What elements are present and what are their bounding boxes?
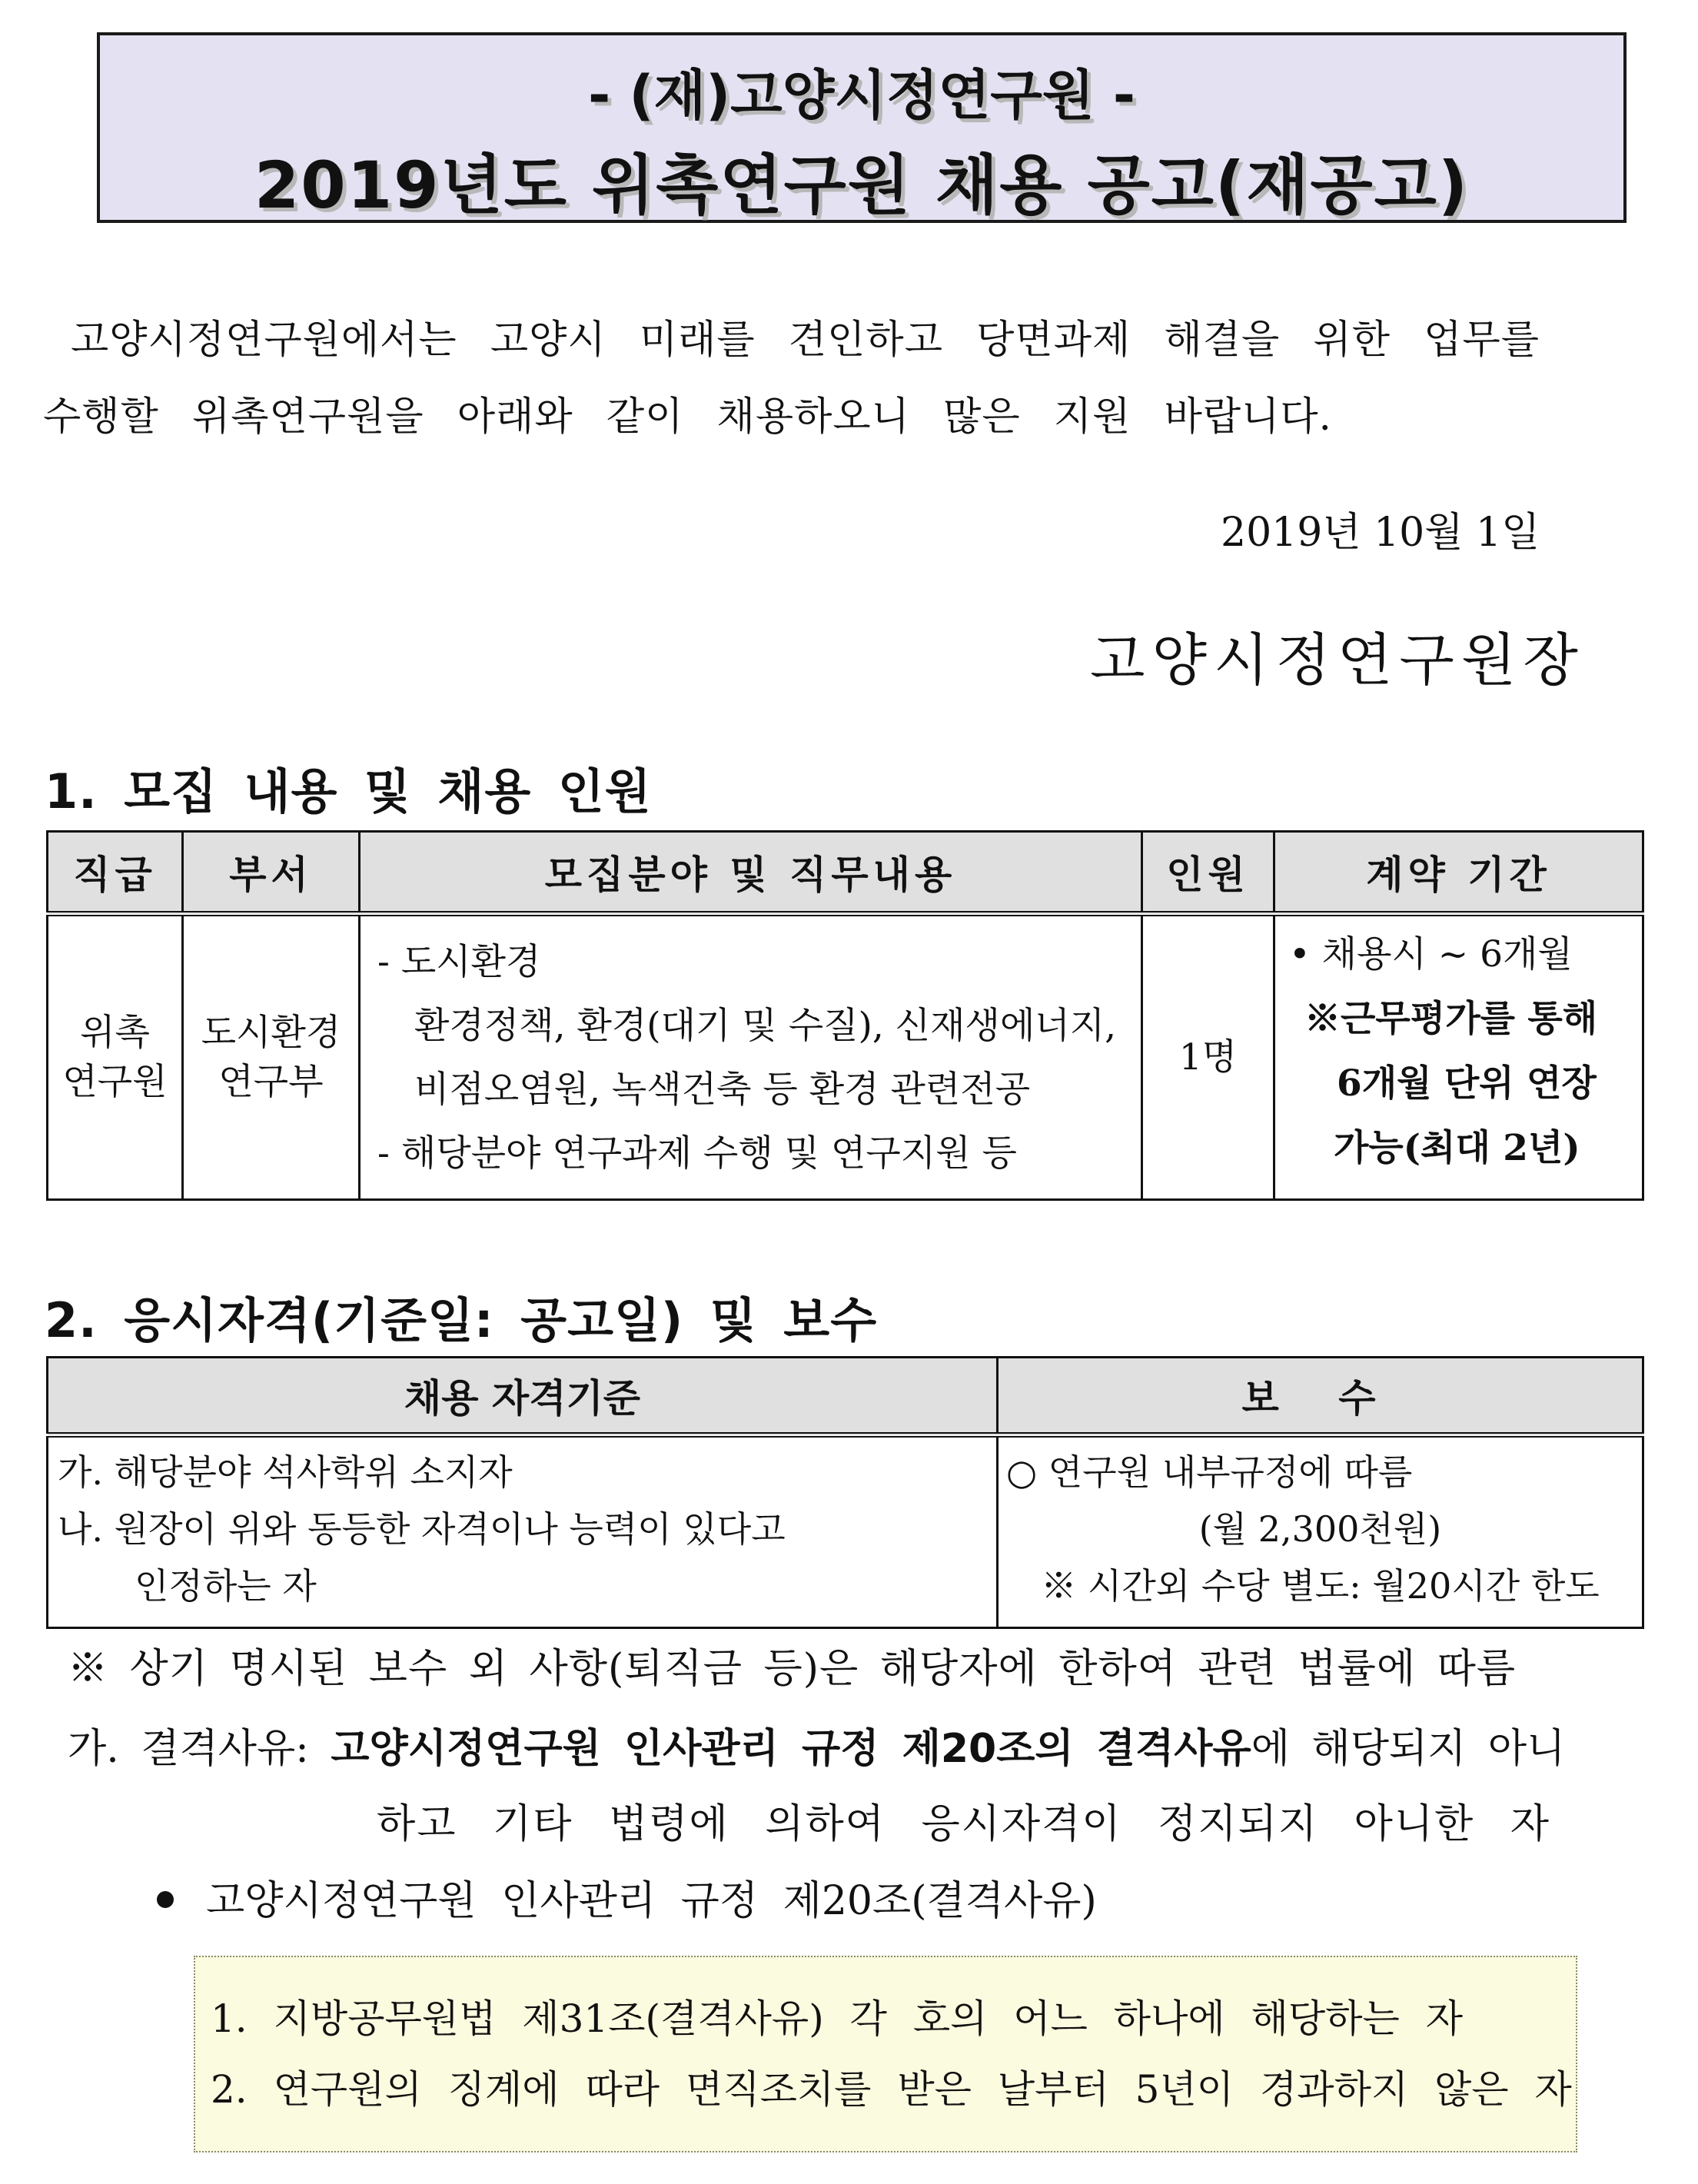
qualification-line-3: 인정하는 자 xyxy=(135,1565,317,1607)
qualification-line-2: 나. 원장이 위와 동등한 자격이나 능력이 있다고 xyxy=(58,1508,786,1550)
qualification-line-1: 가. 해당분야 석사학위 소지자 xyxy=(58,1451,513,1493)
duty-line-3: 비점오염원, 녹색건축 등 환경 관련전공 xyxy=(414,1068,1031,1111)
cell-headcount: 1명 xyxy=(1142,914,1274,1200)
cell-qualifications xyxy=(48,1435,998,1628)
pay-note: ※ 상기 명시된 보수 외 사항(퇴직금 등)은 해당자에 한하여 관련 법률에 따름 xyxy=(68,1646,1517,1692)
header-duties: 모집분야 및 직무내용 xyxy=(360,832,1142,914)
intro-line-1: 고양시정연구원에서는 고양시 미래를 견인하고 당면과제 해결을 위한 업무를 xyxy=(71,317,1540,363)
department-line-1: 도시환경 xyxy=(201,1011,341,1054)
regulation-reference: 고양시정연구원 인사관리 규정 제20조(결격사유) xyxy=(206,1878,1097,1924)
pay-line-2: (월 2,300천원) xyxy=(1198,1508,1442,1550)
section-1-heading: 1. 모집 내용 및 채용 인원 xyxy=(45,763,652,819)
intro-line-2: 수행할 위촉연구원을 아래와 같이 채용하오니 많은 지원 바랍니다. xyxy=(43,394,1332,440)
pay-line-3: ※ 시간외 수당 별도: 월20시간 한도 xyxy=(1041,1565,1600,1607)
header-headcount: 인원 xyxy=(1142,832,1274,914)
cell-duties xyxy=(360,914,1142,1200)
department-line-2: 연구부 xyxy=(218,1060,324,1103)
header-contract-period: 계약 기간 xyxy=(1274,832,1643,914)
page-title: 2019년도 위촉연구원 채용 공고(재공고) xyxy=(254,148,1470,223)
cell-pay xyxy=(998,1435,1643,1628)
regulation-item-2: 2. 연구원의 징계에 따라 면직조치를 받은 날부터 5년이 경과하지 않은 자 xyxy=(211,2067,1572,2112)
announcement-date: 2019년 10월 1일 xyxy=(1221,510,1540,556)
recruitment-table xyxy=(46,830,1644,1201)
contract-line-2: ※근무평가를 통해 xyxy=(1304,998,1598,1040)
organization-title: - (재)고양시정연구원 - xyxy=(588,64,1135,127)
table-row xyxy=(48,914,1643,1200)
table-header-row xyxy=(48,832,1643,914)
rank-line-2: 연구원 xyxy=(62,1060,168,1103)
contract-line-1: • 채용시 ~ 6개월 xyxy=(1289,933,1573,976)
cell-contract-period xyxy=(1274,914,1643,1200)
duty-line-2: 환경정책, 환경(대기 및 수질), 신재생에너지, xyxy=(414,1004,1117,1047)
disqualification-line-2: 하고 기타 법령에 의하여 응시자격이 정지되지 아니한 자 xyxy=(377,1801,1551,1847)
header-qualifications: 채용 자격기준 xyxy=(48,1358,998,1435)
cell-rank xyxy=(48,914,183,1200)
table-row xyxy=(48,1435,1643,1628)
regulation-box xyxy=(194,1956,1577,2152)
header-department: 부서 xyxy=(183,832,360,914)
contract-line-4: 가능(최대 2년) xyxy=(1334,1127,1580,1169)
duty-line-4: - 해당분야 연구과제 수행 및 연구지원 등 xyxy=(377,1132,1017,1175)
duty-line-1: - 도시환경 xyxy=(377,940,541,983)
section-2-heading: 2. 응시자격(기준일: 공고일) 및 보수 xyxy=(45,1292,878,1348)
contract-line-3: 6개월 단위 연장 xyxy=(1337,1062,1597,1105)
regulation-item-1: 1. 지방공무원법 제31조(결격사유) 각 호의 어느 하나에 해당하는 자 xyxy=(211,1996,1463,2041)
disqualification-suffix: 에 해당되지 아니 xyxy=(1251,1726,1566,1772)
qualification-table xyxy=(46,1356,1644,1629)
pay-line-1: ○ 연구원 내부규정에 따름 xyxy=(1006,1451,1413,1493)
disqualification-prefix: 가. 결격사유: xyxy=(68,1726,331,1772)
signer: 고양시정연구원장 xyxy=(1090,627,1585,693)
rank-line-1: 위촉 xyxy=(80,1011,150,1054)
header-pay: 보 수 xyxy=(998,1358,1643,1435)
header-rank: 직급 xyxy=(48,832,183,914)
disqualification-rule-ref: 고양시정연구원 인사관리 규정 제20조의 결격사유 xyxy=(331,1726,1251,1772)
cell-department xyxy=(183,914,360,1200)
disqualification-line-1 xyxy=(68,1716,1565,1773)
title-box xyxy=(97,32,1627,223)
table-header-row xyxy=(48,1358,1643,1435)
